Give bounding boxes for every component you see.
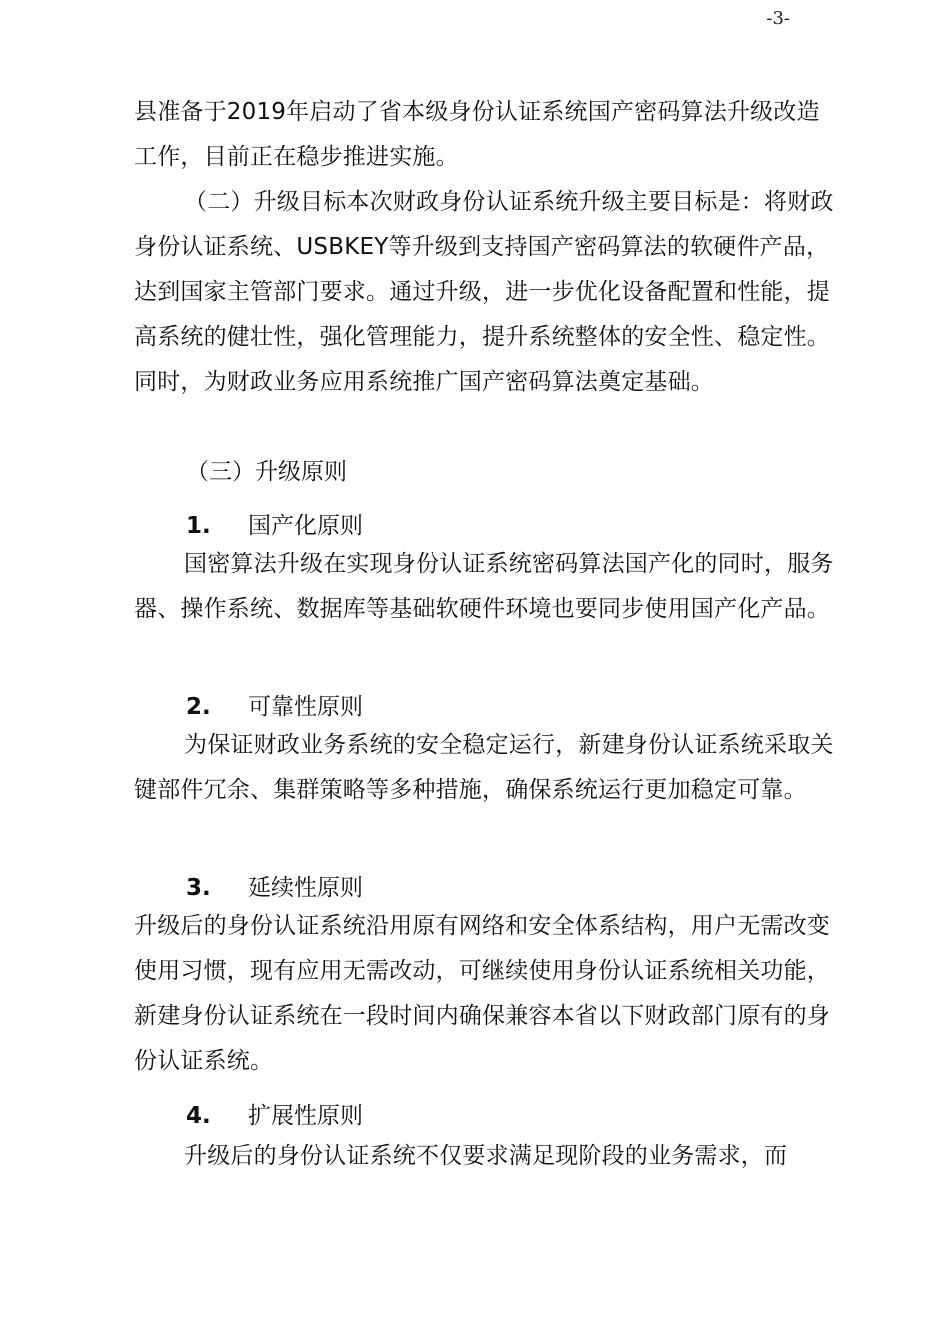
paragraph-continuity: 升级后的身份认证系统沿用原有网络和安全体系结构，用户无需改变使用习惯，现有应用无需改动，可继续使用身份认证系统相关功能，新建身份认证系统在一段时间内确保兼容本省以下财政部门原有的身份认证系统。 bbox=[134, 913, 830, 1074]
paragraph-intro-continued: 县准备于2019年启动了省本级身份认证系统国产密码算法升级改造工作，目前正在稳步推进实施。 bbox=[134, 99, 820, 170]
subheading-number: 4. bbox=[186, 1103, 211, 1129]
page-number: -3- bbox=[766, 8, 790, 29]
paragraph-reliability: 为保证财政业务系统的安全稳定运行，新建身份认证系统采取关键部件冗余、集群策略等多种措施，确保系统运行更加稳定可靠。 bbox=[134, 732, 834, 803]
subheading-number: 3. bbox=[186, 875, 211, 901]
subheading-title: 可靠性原则 bbox=[248, 694, 363, 720]
section-heading-principles: （三）升级原则 bbox=[186, 459, 347, 485]
subheading-title: 国产化原则 bbox=[248, 513, 363, 539]
paragraph-extensibility: 升级后的身份认证系统不仅要求满足现阶段的业务需求，而 bbox=[184, 1143, 788, 1169]
paragraph-upgrade-goal: （二）升级目标本次财政身份认证系统升级主要目标是：将财政身份认证系统、USBKEY等升级到支持国产密码算法的软硬件产品，达到国家主管部门要求。通过升级，进一步优化设备配置和性能，提高系统的健壮性，强化管理能力，提升系统整体的安全性、稳定性。同时，为财政业务应用系统推广国产密码算法奠定基础。 bbox=[134, 189, 834, 395]
paragraph-localization: 国密算法升级在实现身份认证系统密码算法国产化的同时，服务器、操作系统、数据库等基础软硬件环境也要同步使用国产化产品。 bbox=[134, 551, 834, 622]
subheading-extensibility bbox=[186, 1094, 363, 1139]
subheading-title: 扩展性原则 bbox=[248, 1103, 363, 1129]
subheading-title: 延续性原则 bbox=[248, 875, 363, 901]
subheading-number: 1. bbox=[186, 513, 211, 539]
subheading-number: 2. bbox=[186, 694, 211, 720]
